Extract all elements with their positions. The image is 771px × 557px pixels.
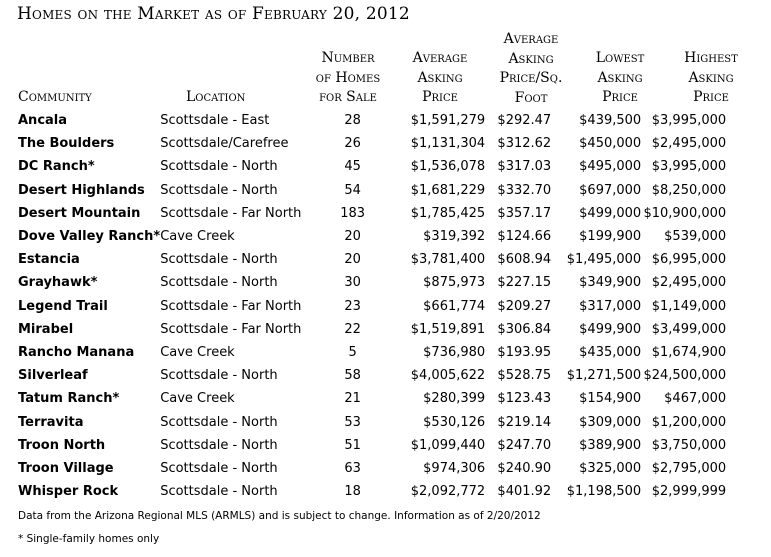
header-line: Price/Sq. [499, 70, 563, 86]
community-cell: Desert Mountain [18, 205, 141, 221]
table-row [14, 410, 726, 433]
header-highest-asking-price [668, 49, 754, 108]
highest-price-cell: $2,999,999 [651, 484, 727, 500]
location-cell: Scottsdale - Far North [160, 321, 302, 337]
highest-price-cell: $6,995,000 [651, 252, 727, 268]
location-cell: Scottsdale/Carefree [160, 136, 289, 152]
table-row [14, 318, 726, 341]
average-price-cell: $1,681,229 [410, 182, 486, 198]
lowest-price-cell: $199,900 [579, 229, 642, 245]
lowest-price-cell: $495,000 [579, 159, 642, 175]
source-footnote: Data from the Arizona Regional MLS (ARMLS) and is subject to change. Information as of 2/20/2012 [18, 510, 541, 522]
highest-price-cell: $24,500,000 [643, 368, 727, 384]
highest-price-cell: $8,250,000 [651, 182, 727, 198]
header-line: Highest [684, 50, 738, 66]
header-average-price-per-sqft [488, 30, 574, 108]
number-cell: 28 [344, 113, 361, 129]
number-cell: 54 [344, 182, 361, 198]
community-cell: Terravita [18, 414, 84, 430]
location-cell: Cave Creek [160, 344, 235, 360]
lowest-price-cell: $499,000 [579, 205, 642, 221]
number-cell: 51 [344, 437, 361, 453]
community-cell: Legend Trail [18, 298, 108, 314]
number-cell: 26 [344, 136, 361, 152]
community-cell: Troon Village [18, 460, 114, 476]
average-price-cell: $875,973 [423, 275, 486, 291]
community-cell: Grayhawk* [18, 275, 98, 291]
number-cell: 58 [344, 368, 361, 384]
lowest-price-cell: $309,000 [579, 414, 642, 430]
highest-price-cell: $3,995,000 [651, 113, 727, 129]
price-per-sqft-cell: $317.03 [497, 159, 552, 175]
price-per-sqft-cell: $193.95 [497, 344, 552, 360]
number-cell: 22 [344, 321, 361, 337]
location-cell: Scottsdale - Far North [160, 298, 302, 314]
average-price-cell: $1,785,425 [410, 205, 486, 221]
price-per-sqft-cell: $227.15 [497, 275, 552, 291]
header-line: Lowest [595, 50, 645, 66]
header-number-of-homes [302, 49, 394, 108]
table-row [14, 132, 726, 155]
highest-price-cell: $3,750,000 [651, 437, 727, 453]
table-row [14, 295, 726, 318]
table-row [14, 225, 726, 248]
average-price-cell: $319,392 [423, 229, 486, 245]
average-price-cell: $736,980 [423, 344, 486, 360]
table-row [14, 364, 726, 387]
community-cell: Tatum Ranch* [18, 391, 120, 407]
highest-price-cell: $467,000 [664, 391, 727, 407]
homes-table [14, 109, 726, 503]
header-line: of Homes [315, 69, 381, 86]
number-cell: 21 [344, 391, 361, 407]
community-cell: Troon North [18, 437, 106, 453]
header-line: Price [602, 89, 638, 105]
number-cell: 20 [344, 229, 361, 245]
number-cell: 5 [348, 344, 357, 360]
price-per-sqft-cell: $240.90 [497, 460, 552, 476]
price-per-sqft-cell: $312.62 [497, 136, 552, 152]
lowest-price-cell: $325,000 [579, 460, 642, 476]
average-price-cell: $280,399 [423, 391, 486, 407]
location-cell: Scottsdale - North [160, 414, 278, 430]
header-average-asking-price [394, 49, 486, 108]
header-line: Asking [597, 69, 643, 86]
header-community-label: Community [18, 89, 92, 105]
table-row [14, 341, 726, 364]
lowest-price-cell: $439,500 [579, 113, 642, 129]
lowest-price-cell: $450,000 [579, 136, 642, 152]
lowest-price-cell: $317,000 [579, 298, 642, 314]
price-per-sqft-cell: $209.27 [497, 298, 552, 314]
location-cell: Scottsdale - North [160, 182, 278, 198]
price-per-sqft-cell: $357.17 [497, 205, 552, 221]
price-per-sqft-cell: $292.47 [497, 113, 552, 129]
price-per-sqft-cell: $332.70 [497, 182, 552, 198]
header-line: Price [693, 89, 729, 105]
highest-price-cell: $2,495,000 [651, 275, 727, 291]
location-cell: Scottsdale - North [160, 275, 278, 291]
location-cell: Scottsdale - North [160, 460, 278, 476]
location-cell: Scottsdale - Far North [160, 205, 302, 221]
highest-price-cell: $1,674,900 [651, 344, 727, 360]
single-family-footnote: * Single-family homes only [18, 533, 160, 545]
location-cell: Scottsdale - North [160, 437, 278, 453]
highest-price-cell: $2,495,000 [651, 136, 727, 152]
average-price-cell: $1,591,279 [410, 113, 486, 129]
average-price-cell: $1,536,078 [410, 159, 486, 175]
lowest-price-cell: $1,271,500 [566, 368, 642, 384]
location-cell: Cave Creek [160, 229, 235, 245]
header-location [186, 88, 245, 108]
highest-price-cell: $539,000 [664, 229, 727, 245]
number-cell: 45 [344, 159, 361, 175]
location-cell: Scottsdale - North [160, 159, 278, 175]
highest-price-cell: $3,499,000 [651, 321, 727, 337]
location-cell: Scottsdale - East [160, 113, 270, 129]
page-title: Homes on the Market as of February 20, 2012 [17, 4, 410, 24]
highest-price-cell: $10,900,000 [643, 205, 727, 221]
average-price-cell: $2,092,772 [410, 484, 486, 500]
highest-price-cell: $1,200,000 [651, 414, 727, 430]
table-row [14, 457, 726, 480]
table-row [14, 155, 726, 178]
community-cell: Whisper Rock [18, 484, 119, 500]
header-line: for Sale [319, 89, 377, 105]
table-row [14, 434, 726, 457]
number-cell: 30 [344, 275, 361, 291]
average-price-cell: $1,099,440 [410, 437, 486, 453]
table-row [14, 271, 726, 294]
header-line: Asking [508, 50, 554, 67]
lowest-price-cell: $154,900 [579, 391, 642, 407]
lowest-price-cell: $349,900 [579, 275, 642, 291]
lowest-price-cell: $499,900 [579, 321, 642, 337]
lowest-price-cell: $389,900 [579, 437, 642, 453]
table-row [14, 387, 726, 410]
location-cell: Scottsdale - North [160, 252, 278, 268]
average-price-cell: $1,519,891 [410, 321, 486, 337]
number-cell: 63 [344, 460, 361, 476]
table-row [14, 109, 726, 132]
average-price-cell: $530,126 [423, 414, 486, 430]
number-cell: 20 [344, 252, 361, 268]
highest-price-cell: $3,995,000 [651, 159, 727, 175]
header-line: Average [412, 50, 468, 66]
header-location-label: Location [186, 89, 246, 105]
table-row [14, 480, 726, 503]
number-cell: 53 [344, 414, 361, 430]
average-price-cell: $661,774 [423, 298, 486, 314]
community-cell: Silverleaf [18, 368, 88, 384]
community-cell: The Boulders [18, 136, 115, 152]
price-per-sqft-cell: $401.92 [497, 484, 552, 500]
average-price-cell: $4,005,622 [410, 368, 486, 384]
location-cell: Cave Creek [160, 391, 235, 407]
location-cell: Scottsdale - North [160, 484, 278, 500]
lowest-price-cell: $435,000 [579, 344, 642, 360]
community-cell: Mirabel [18, 321, 74, 337]
average-price-cell: $974,306 [423, 460, 486, 476]
price-per-sqft-cell: $219.14 [497, 414, 552, 430]
header-line: Price [422, 89, 458, 105]
price-per-sqft-cell: $123.43 [497, 391, 552, 407]
community-cell: Desert Highlands [18, 182, 145, 198]
price-per-sqft-cell: $608.94 [497, 252, 552, 268]
table-row [14, 202, 726, 225]
price-per-sqft-cell: $247.70 [497, 437, 552, 453]
community-cell: Estancia [18, 252, 80, 268]
header-line: Asking [417, 69, 463, 86]
header-lowest-asking-price [578, 49, 662, 108]
header-line: Number [321, 50, 375, 66]
header-line: Foot [514, 89, 548, 106]
lowest-price-cell: $1,198,500 [566, 484, 642, 500]
table-row [14, 248, 726, 271]
price-per-sqft-cell: $528.75 [497, 368, 552, 384]
lowest-price-cell: $697,000 [579, 182, 642, 198]
header-line: Asking [688, 69, 734, 86]
header-line: Average [503, 31, 559, 47]
average-price-cell: $3,781,400 [410, 252, 486, 268]
table-row [14, 179, 726, 202]
community-cell: Rancho Manana [18, 344, 135, 360]
price-per-sqft-cell: $124.66 [497, 229, 552, 245]
community-cell: Dove Valley Ranch* [18, 229, 161, 245]
community-cell: DC Ranch* [18, 159, 95, 175]
location-cell: Scottsdale - North [160, 368, 278, 384]
number-cell: 23 [344, 298, 361, 314]
lowest-price-cell: $1,495,000 [566, 252, 642, 268]
average-price-cell: $1,131,304 [410, 136, 486, 152]
price-per-sqft-cell: $306.84 [497, 321, 552, 337]
number-cell: 18 [344, 484, 361, 500]
community-cell: Ancala [18, 113, 68, 129]
number-cell: 183 [340, 205, 366, 221]
highest-price-cell: $2,795,000 [651, 460, 727, 476]
highest-price-cell: $1,149,000 [651, 298, 727, 314]
header-community [18, 88, 92, 108]
